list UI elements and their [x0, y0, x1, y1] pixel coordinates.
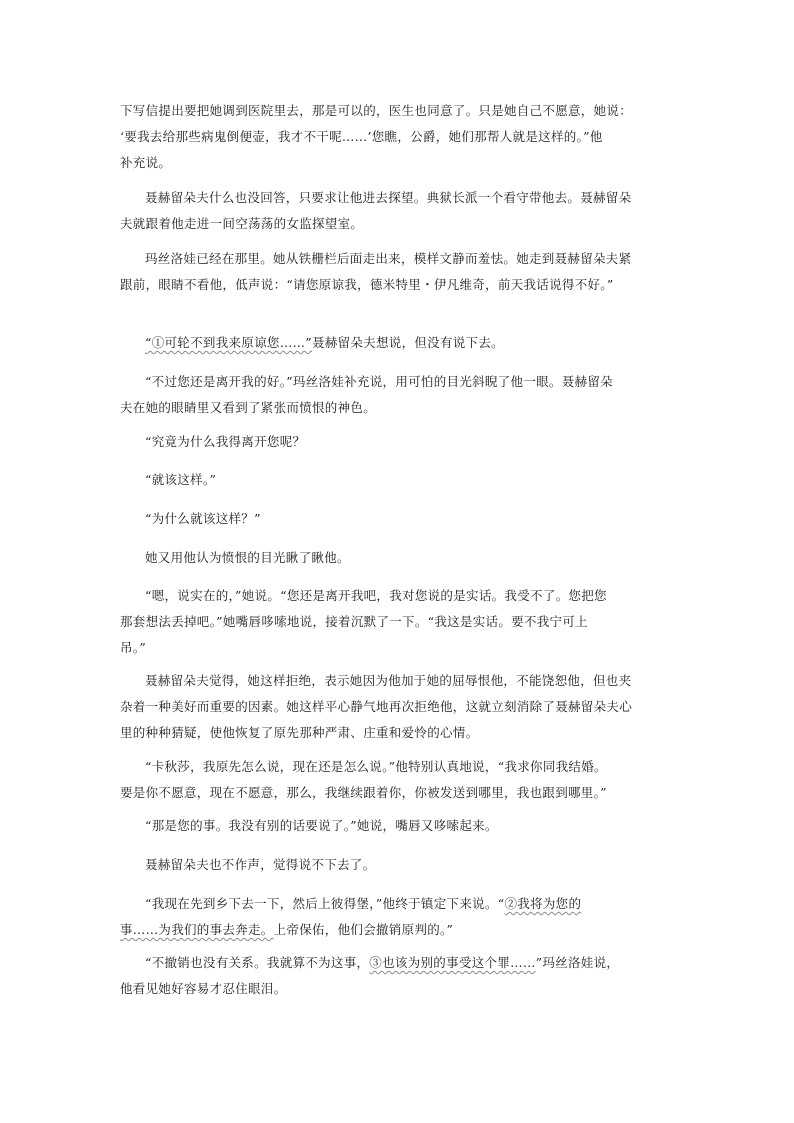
- text-line: “不撤销也没有关系。我就算不为这事，③也该为别的事受这个罪……”玛丝洛娃说，: [145, 955, 620, 970]
- text-line: 聂赫留朵夫觉得，她这样拒绝，表示她因为他加于她的屈辱恨他，不能饶恕他，但也夹: [145, 673, 632, 688]
- text-line: “那是您的事。我没有别的话要说了。”她说，嘴唇又哆嗦起来。: [145, 818, 498, 833]
- text-line: “为什么就该这样？”: [145, 511, 261, 526]
- paragraph-10: [0, 583, 794, 661]
- text-line: “究竟为什么我得离开您呢？: [145, 434, 306, 449]
- underlined-phrase-2b: 事……为我们的事去奔走。: [120, 922, 274, 937]
- text-line: 他看见她好容易才忍住眼泪。: [120, 981, 287, 996]
- text-line: “嗯，说实在的，”她说。“您还是离开我吧，我对您说的是实话。我受不了。您把您: [145, 588, 607, 603]
- text-line: ‘要我去给那些病鬼倒便壶，我才不干呢……’您瞧，公爵，她们那帮人就是这样的。”他: [120, 129, 603, 144]
- text-line: 里的种种猜疑，使他恢复了原先那种严肃、庄重和爱怜的心情。: [120, 725, 479, 740]
- text-line: 跟前，眼睛不看他，低声说：“请您原谅我，德米特里・伊凡维奇，前天我话说得不好。”: [120, 277, 614, 292]
- paragraph-9: [0, 545, 794, 571]
- text-line: 聂赫留朵夫也不作声，觉得说不下去了。: [145, 857, 376, 872]
- paragraph-13: [0, 813, 794, 839]
- paragraph-5: [0, 369, 794, 421]
- paragraph-2: [0, 185, 794, 237]
- text-line: 杂着一种美好而重要的因素。她这样平心静气地再次拒绝他，这就立刻消除了聂赫留朵夫心: [120, 699, 633, 714]
- text-line: 补充说。: [120, 155, 172, 170]
- paragraph-14: [0, 852, 794, 878]
- text-line: “不过您还是离开我的好。”玛丝洛娃补充说，用可怕的目光斜睨了他一眼。聂赫留朵: [145, 374, 613, 389]
- paragraph-15: [0, 891, 794, 943]
- paragraph-8: [0, 506, 794, 532]
- text-line: 夫在她的眼睛里又看到了紧张而愤恨的神色。: [120, 400, 377, 415]
- text-line: “①可轮不到我来原谅您……”聂赫留朵夫想说，但没有说下去。: [145, 335, 504, 350]
- text-line: 夫就跟着他走进一间空荡荡的女监探望室。: [120, 216, 364, 231]
- paragraph-11: [0, 668, 794, 746]
- paragraph-4: [0, 330, 794, 356]
- text-line: 那套想法丢掉吧。”她嘴唇哆嗦地说，接着沉默了一下。“我这是实话。要不我宁可上: [120, 614, 588, 629]
- text-line: 聂赫留朵夫什么也没回答，只要求让他进去探望。典狱长派一个看守带他去。聂赫留朵: [145, 190, 632, 205]
- text-line: “我现在先到乡下去一下，然后上彼得堡，”他终于镇定下来说。“②我将为您的: [145, 896, 582, 911]
- text-line: 玛丝洛娃已经在那里。她从铁栅栏后面走出来，模样文静而羞怯。她走到聂赫留朵夫紧: [145, 251, 632, 266]
- text-line: 事……为我们的事去奔走。上帝保佑，他们会撤销原判的。”: [120, 922, 454, 937]
- underlined-phrase-2a: ②我将为您的: [504, 896, 582, 911]
- text-line: “就该这样。”: [145, 472, 217, 487]
- paragraph-6: [0, 429, 794, 455]
- text-line: 下写信提出要把她调到医院里去，那是可以的，医生也同意了。只是她自己不愿意，她说：: [120, 103, 633, 118]
- paragraph-7: [0, 467, 794, 493]
- underlined-phrase-1: “①可轮不到我来原谅您……”: [145, 335, 312, 350]
- paragraph-1: [0, 98, 794, 176]
- underlined-phrase-3: ③也该为别的事受这个罪……: [369, 955, 536, 970]
- text-line: 要是你不愿意，现在不愿意，那么，我继续跟着你，你被发送到哪里，我也跟到哪里。”: [120, 785, 607, 800]
- paragraph-16: [0, 950, 794, 1002]
- text-line: 她又用他认为愤恨的目光瞅了瞅他。: [145, 550, 350, 565]
- paragraph-12: [0, 754, 794, 806]
- text-line: 吊。”: [120, 640, 147, 655]
- paragraph-3: [0, 246, 794, 298]
- text-line: “卡秋莎，我原先怎么说，现在还是怎么说。”他特别认真地说，“我求你同我结婚。: [145, 759, 607, 774]
